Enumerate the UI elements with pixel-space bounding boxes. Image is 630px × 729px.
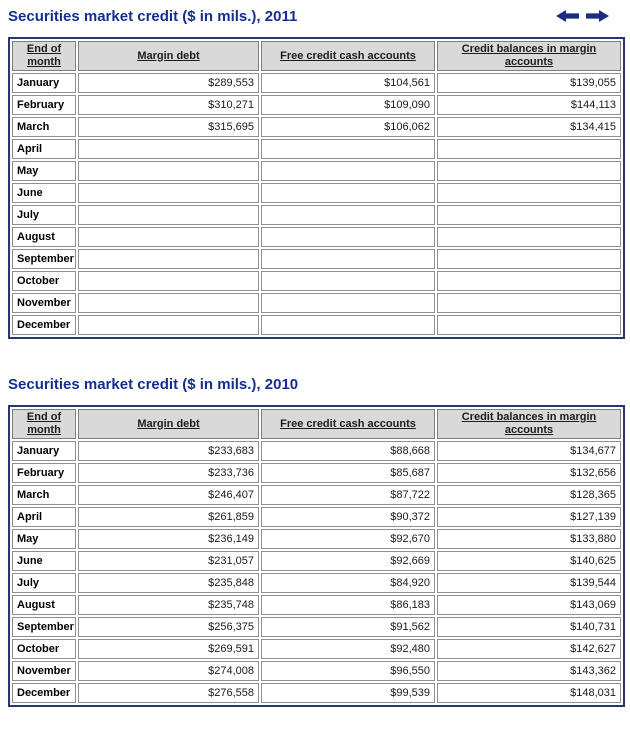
value-cell: $139,544 (437, 573, 621, 593)
value-cell: $96,550 (261, 661, 435, 681)
table-row (12, 227, 621, 247)
table-row (12, 463, 621, 483)
table-row (12, 485, 621, 505)
column-header-end-of-month[interactable]: End of month (12, 41, 76, 71)
value-cell: $128,365 (437, 485, 621, 505)
value-cell (261, 227, 435, 247)
table-row (12, 617, 621, 637)
month-cell: January (12, 73, 76, 93)
value-cell: $109,090 (261, 95, 435, 115)
column-header-credit-balances-margin-accounts[interactable]: Credit balances in margin accounts (437, 409, 621, 439)
month-cell: December (12, 315, 76, 335)
month-cell: June (12, 183, 76, 203)
table-row (12, 249, 621, 269)
month-cell: April (12, 139, 76, 159)
table-row (12, 205, 621, 225)
right-arrow-icon[interactable] (586, 10, 609, 22)
value-cell (437, 249, 621, 269)
column-header-free-credit-cash-accounts[interactable]: Free credit cash accounts (261, 41, 435, 71)
table-row (12, 315, 621, 335)
value-cell (261, 249, 435, 269)
month-cell: April (12, 507, 76, 527)
column-header-free-credit-cash-accounts[interactable]: Free credit cash accounts (261, 409, 435, 439)
value-cell (437, 227, 621, 247)
value-cell (261, 271, 435, 291)
table-header-row (12, 41, 621, 71)
table-row (12, 551, 621, 571)
value-cell: $104,561 (261, 73, 435, 93)
table-row (12, 95, 621, 115)
value-cell: $236,149 (78, 529, 259, 549)
value-cell (78, 205, 259, 225)
value-cell: $88,668 (261, 441, 435, 461)
value-cell (437, 205, 621, 225)
value-cell: $233,736 (78, 463, 259, 483)
value-cell: $140,731 (437, 617, 621, 637)
month-cell: March (12, 117, 76, 137)
header-row-2011 (8, 8, 623, 26)
value-cell: $106,062 (261, 117, 435, 137)
value-cell: $144,113 (437, 95, 621, 115)
table-row (12, 507, 621, 527)
value-cell: $92,480 (261, 639, 435, 659)
value-cell: $132,656 (437, 463, 621, 483)
value-cell: $233,683 (78, 441, 259, 461)
table-row (12, 271, 621, 291)
page-title-2010: Securities market credit ($ in mils.), 2010 (8, 376, 299, 393)
table-row (12, 161, 621, 181)
value-cell: $310,271 (78, 95, 259, 115)
value-cell: $143,069 (437, 595, 621, 615)
month-cell: October (12, 271, 76, 291)
value-cell (78, 315, 259, 335)
month-cell: May (12, 529, 76, 549)
year-navigation (556, 8, 623, 22)
table-header-row (12, 409, 621, 439)
month-cell: September (12, 249, 76, 269)
value-cell: $92,669 (261, 551, 435, 571)
month-cell: October (12, 639, 76, 659)
table-row (12, 441, 621, 461)
value-cell (437, 183, 621, 203)
table-row (12, 529, 621, 549)
value-cell: $139,055 (437, 73, 621, 93)
value-cell: $269,591 (78, 639, 259, 659)
value-cell (437, 315, 621, 335)
value-cell: $99,539 (261, 683, 435, 703)
value-cell: $142,627 (437, 639, 621, 659)
value-cell (261, 205, 435, 225)
table-row (12, 683, 621, 703)
value-cell: $84,920 (261, 573, 435, 593)
value-cell: $261,859 (78, 507, 259, 527)
value-cell (261, 315, 435, 335)
value-cell (78, 249, 259, 269)
value-cell: $134,677 (437, 441, 621, 461)
month-cell: March (12, 485, 76, 505)
table-row (12, 573, 621, 593)
table-row (12, 595, 621, 615)
value-cell: $235,748 (78, 595, 259, 615)
month-cell: January (12, 441, 76, 461)
value-cell: $86,183 (261, 595, 435, 615)
value-cell (78, 293, 259, 313)
month-cell: November (12, 661, 76, 681)
month-cell: November (12, 293, 76, 313)
month-cell: September (12, 617, 76, 637)
securities-credit-table-2011 (8, 37, 625, 339)
value-cell: $148,031 (437, 683, 621, 703)
value-cell: $85,687 (261, 463, 435, 483)
value-cell (78, 139, 259, 159)
value-cell (437, 271, 621, 291)
left-arrow-icon[interactable] (556, 10, 579, 22)
table-row (12, 183, 621, 203)
page-title-2011: Securities market credit ($ in mils.), 2011 (8, 8, 298, 25)
table-row (12, 639, 621, 659)
value-cell: $256,375 (78, 617, 259, 637)
value-cell: $235,848 (78, 573, 259, 593)
value-cell (437, 293, 621, 313)
table-row (12, 139, 621, 159)
value-cell: $92,670 (261, 529, 435, 549)
value-cell: $274,008 (78, 661, 259, 681)
value-cell (78, 271, 259, 291)
month-cell: February (12, 95, 76, 115)
column-header-end-of-month[interactable]: End of month (12, 409, 76, 439)
value-cell (78, 161, 259, 181)
value-cell: $140,625 (437, 551, 621, 571)
value-cell (78, 227, 259, 247)
value-cell (261, 161, 435, 181)
value-cell: $134,415 (437, 117, 621, 137)
value-cell (437, 139, 621, 159)
value-cell (261, 139, 435, 159)
month-cell: February (12, 463, 76, 483)
header-row-2010 (8, 376, 623, 394)
securities-credit-table-2010 (8, 405, 625, 707)
table-body-2010 (12, 441, 621, 703)
value-cell: $90,372 (261, 507, 435, 527)
month-cell: July (12, 573, 76, 593)
value-cell: $143,362 (437, 661, 621, 681)
table-body-2011 (12, 73, 621, 335)
value-cell: $127,139 (437, 507, 621, 527)
column-header-credit-balances-margin-accounts[interactable]: Credit balances in margin accounts (437, 41, 621, 71)
table-row (12, 293, 621, 313)
value-cell: $133,880 (437, 529, 621, 549)
month-cell: August (12, 595, 76, 615)
month-cell: August (12, 227, 76, 247)
column-header-margin-debt[interactable]: Margin debt (78, 41, 259, 71)
month-cell: June (12, 551, 76, 571)
value-cell (437, 161, 621, 181)
value-cell: $231,057 (78, 551, 259, 571)
value-cell: $246,407 (78, 485, 259, 505)
table-row (12, 117, 621, 137)
value-cell (261, 293, 435, 313)
table-row (12, 73, 621, 93)
month-cell: July (12, 205, 76, 225)
column-header-margin-debt[interactable]: Margin debt (78, 409, 259, 439)
value-cell (78, 183, 259, 203)
value-cell: $315,695 (78, 117, 259, 137)
table-row (12, 661, 621, 681)
month-cell: May (12, 161, 76, 181)
value-cell: $289,553 (78, 73, 259, 93)
value-cell (261, 183, 435, 203)
value-cell: $91,562 (261, 617, 435, 637)
month-cell: December (12, 683, 76, 703)
value-cell: $87,722 (261, 485, 435, 505)
value-cell: $276,558 (78, 683, 259, 703)
